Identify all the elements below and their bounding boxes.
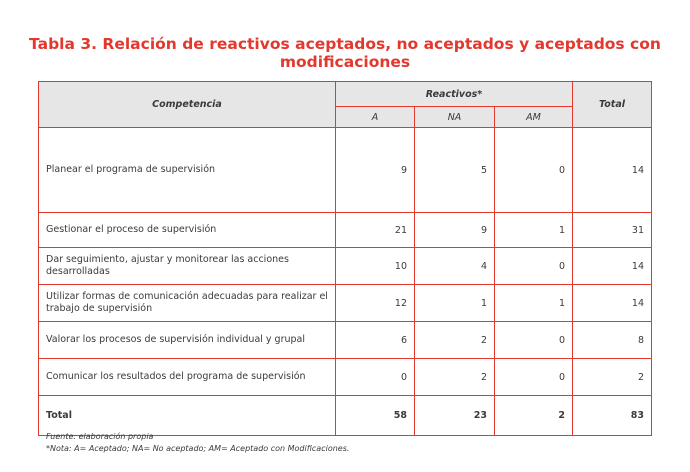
total-label: Total bbox=[39, 396, 336, 436]
row-label: Gestionar el proceso de supervisión bbox=[39, 213, 336, 248]
cell-am: 0 bbox=[495, 359, 573, 396]
table-row bbox=[39, 359, 652, 396]
table-notes bbox=[46, 431, 349, 455]
row-label: Utilizar formas de comunicación adecuadas para realizar el trabajo de supervisión bbox=[39, 285, 336, 322]
total-row bbox=[39, 396, 652, 436]
cell-na: 5 bbox=[415, 128, 495, 213]
cell-am: 1 bbox=[495, 213, 573, 248]
table-row bbox=[39, 248, 652, 285]
results-table bbox=[38, 81, 651, 436]
cell-a: 9 bbox=[336, 128, 415, 213]
row-label: Comunicar los resultados del programa de supervisión bbox=[39, 359, 336, 396]
total-total: 83 bbox=[573, 396, 652, 436]
header-competencia: Competencia bbox=[39, 82, 336, 128]
cell-total: 2 bbox=[573, 359, 652, 396]
cell-na: 2 bbox=[415, 359, 495, 396]
cell-na: 1 bbox=[415, 285, 495, 322]
header-reactivos: Reactivos* bbox=[336, 82, 573, 107]
table-row bbox=[39, 128, 652, 213]
table-row bbox=[39, 285, 652, 322]
cell-total: 31 bbox=[573, 213, 652, 248]
table-title-line-2: modificaciones bbox=[279, 53, 411, 71]
row-label: Dar seguimiento, ajustar y monitorear las acciones desarrolladas bbox=[39, 248, 336, 285]
cell-na: 9 bbox=[415, 213, 495, 248]
cell-a: 12 bbox=[336, 285, 415, 322]
abbreviation-note: *Nota: A= Aceptado; NA= No aceptado; AM= Aceptado con Modificaciones. bbox=[46, 444, 350, 453]
cell-a: 6 bbox=[336, 322, 415, 359]
cell-am: 1 bbox=[495, 285, 573, 322]
cell-na: 2 bbox=[415, 322, 495, 359]
cell-total: 14 bbox=[573, 128, 652, 213]
header-a: A bbox=[336, 107, 415, 128]
cell-na: 4 bbox=[415, 248, 495, 285]
cell-total: 14 bbox=[573, 285, 652, 322]
header-na: NA bbox=[415, 107, 495, 128]
table-title-line-1: Tabla 3. Relación de reactivos aceptados, no aceptados y aceptados con bbox=[29, 35, 661, 53]
cell-am: 0 bbox=[495, 128, 573, 213]
cell-total: 14 bbox=[573, 248, 652, 285]
cell-am: 0 bbox=[495, 322, 573, 359]
cell-total: 8 bbox=[573, 322, 652, 359]
cell-am: 0 bbox=[495, 248, 573, 285]
table-row bbox=[39, 322, 652, 359]
header-total: Total bbox=[573, 82, 652, 128]
row-label: Planear el programa de supervisión bbox=[39, 128, 336, 213]
total-am: 2 bbox=[495, 396, 573, 436]
cell-a: 10 bbox=[336, 248, 415, 285]
source-note: Fuente: elaboración propia bbox=[46, 432, 154, 441]
total-a: 58 bbox=[336, 396, 415, 436]
cell-a: 21 bbox=[336, 213, 415, 248]
table-row bbox=[39, 213, 652, 248]
header-am: AM bbox=[495, 107, 573, 128]
total-na: 23 bbox=[415, 396, 495, 436]
table-title bbox=[0, 35, 690, 71]
row-label: Valorar los procesos de supervisión individual y grupal bbox=[39, 322, 336, 359]
cell-a: 0 bbox=[336, 359, 415, 396]
